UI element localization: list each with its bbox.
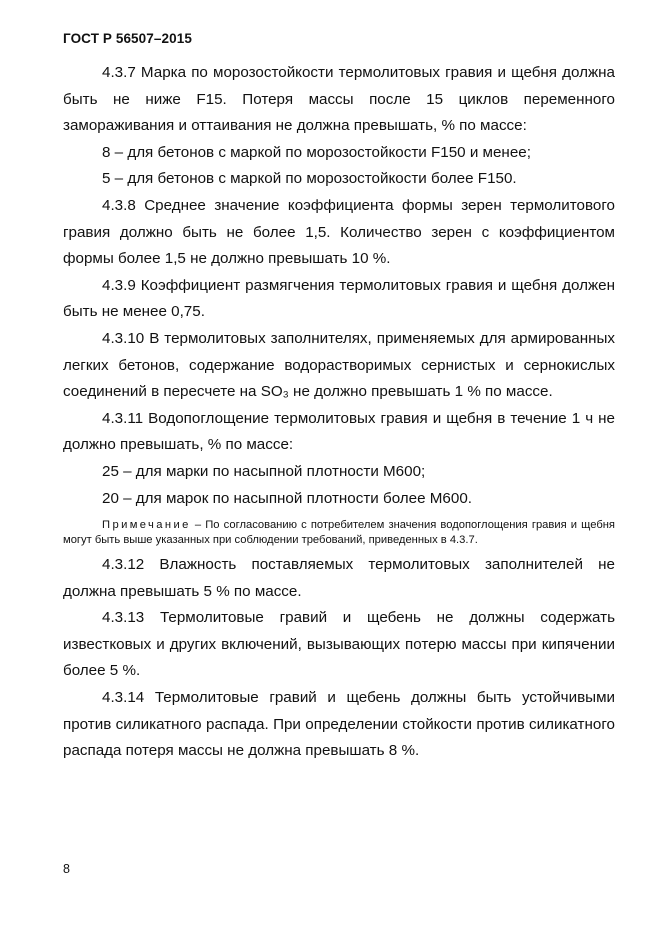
document-body <box>63 60 615 765</box>
clause-4-3-14: 4.3.14 Термолитовые гравий и щебень должны быть устойчивыми против силикатного распада. При определении стойкости против силикатного распада потеря массы не должна превышать 8 %. <box>63 689 615 760</box>
clause-4-3-10: 4.3.10 В термолитовых заполнителях, применяемых для армированных легких бетонов, содержание водорастворимых сернистых и сернокислых соединений в пересчете на SO₃ не должно превышать 1 % по массе. <box>63 329 615 401</box>
document-code-header: ГОСТ Р 56507–2015 <box>63 31 192 46</box>
clause-4-3-12: 4.3.12 Влажность поставляемых термолитовых заполнителей не должна превышать 5 % по массе. <box>63 556 615 600</box>
page-number: 8 <box>63 862 70 876</box>
clause-4-3-9: 4.3.9 Коэффициент размягчения термолитовых гравия и щебня должен быть не менее 0,75. <box>63 276 615 321</box>
clause-4-3-7: 4.3.7 Марка по морозостойкости термолитовых гравия и щебня должна быть не ниже F15. Потеря массы после 15 циклов переменного замораживания и оттаивания не должна превышать, % по массе: <box>63 64 615 135</box>
clause-4-3-7-item-a: 8 – для бетонов с маркой по морозостойкости F150 и менее; <box>102 143 531 161</box>
clause-4-3-8: 4.3.8 Среднее значение коэффициента формы зерен термолитового гравия должно быть не более 1,5. Количество зерен с коэффициентом формы более 1,5 не должно превышать 10 %. <box>63 196 615 268</box>
note <box>63 518 615 548</box>
note-text: – По согласованию с потребителем значения водопоглощения гравия и щебня могут быть выше указанных при соблюдении требований, приведенных в 4.3.7. <box>63 519 615 547</box>
clause-4-3-11-item-a: 25 – для марки по насыпной плотности М600; <box>102 462 426 480</box>
clause-4-3-11-item-b: 20 – для марок по насыпной плотности более М600. <box>102 489 472 507</box>
note-label: Примечание <box>102 519 191 532</box>
clause-4-3-7-item-b: 5 – для бетонов с маркой по морозостойкости более F150. <box>102 170 517 188</box>
clause-4-3-13: 4.3.13 Термолитовые гравий и щебень не должны содержать известковых и других включений, вызывающих потерю массы при кипячении более 5 %. <box>63 609 615 680</box>
clause-4-3-11: 4.3.11 Водопоглощение термолитовых гравия и щебня в течение 1 ч не должно превышать, % по массе: <box>63 409 615 454</box>
